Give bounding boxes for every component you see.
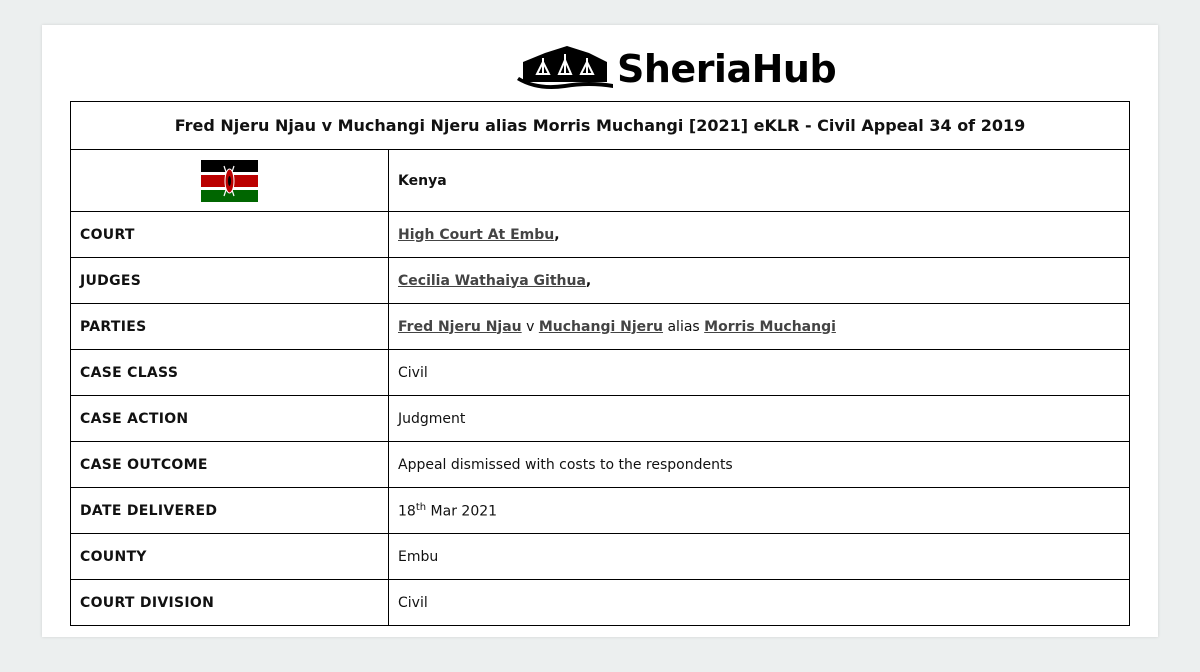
court-division-value: Civil bbox=[389, 580, 1130, 626]
kenya-flag-icon bbox=[201, 160, 258, 202]
county-value: Embu bbox=[389, 534, 1130, 580]
case-details-table bbox=[70, 101, 1130, 626]
party-link-alias[interactable]: Morris Muchangi bbox=[704, 318, 836, 335]
party-link-respondent[interactable]: Muchangi Njeru bbox=[538, 318, 664, 335]
parties-connector-alias: alias bbox=[667, 318, 700, 335]
date-delivered-row bbox=[71, 488, 1130, 534]
court-link[interactable]: High Court At Embu bbox=[398, 226, 555, 243]
court-division-label: COURT DIVISION bbox=[71, 580, 389, 626]
case-outcome-row bbox=[71, 442, 1130, 488]
case-title: Fred Njeru Njau v Muchangi Njeru alias Morris Muchangi [2021] eKLR - Civil Appeal 34 of 2019 bbox=[71, 102, 1130, 150]
case-class-label: CASE CLASS bbox=[71, 350, 389, 396]
judges-value bbox=[389, 258, 1130, 304]
case-action-row bbox=[71, 396, 1130, 442]
date-delivered-value bbox=[389, 488, 1130, 534]
court-label: COURT bbox=[71, 212, 389, 258]
case-action-value: Judgment bbox=[389, 396, 1130, 442]
case-outcome-label: CASE OUTCOME bbox=[71, 442, 389, 488]
date-ordinal: th bbox=[415, 501, 427, 513]
case-action-label: CASE ACTION bbox=[71, 396, 389, 442]
county-row bbox=[71, 534, 1130, 580]
sheriahub-logo[interactable] bbox=[517, 44, 836, 94]
case-outcome-value: Appeal dismissed with costs to the respondents bbox=[389, 442, 1130, 488]
country-name: Kenya bbox=[389, 150, 1130, 212]
date-day: 18 bbox=[398, 503, 416, 520]
date-delivered-label: DATE DELIVERED bbox=[71, 488, 389, 534]
judges-label: JUDGES bbox=[71, 258, 389, 304]
judge-link[interactable]: Cecilia Wathaiya Githua bbox=[398, 272, 586, 289]
logo-text: SheriaHub bbox=[617, 47, 837, 91]
case-class-row bbox=[71, 350, 1130, 396]
court-row bbox=[71, 212, 1130, 258]
parties-row bbox=[71, 304, 1130, 350]
scales-roof-icon bbox=[517, 44, 613, 94]
judges-row bbox=[71, 258, 1130, 304]
court-division-row bbox=[71, 580, 1130, 626]
parties-connector-v: v bbox=[526, 318, 535, 335]
case-title-row bbox=[71, 102, 1130, 150]
party-link-appellant[interactable]: Fred Njeru Njau bbox=[398, 318, 522, 335]
flag-cell bbox=[71, 150, 389, 212]
court-separator: , bbox=[554, 226, 560, 243]
country-row bbox=[71, 150, 1130, 212]
date-month-year: Mar 2021 bbox=[430, 503, 498, 520]
court-value bbox=[389, 212, 1130, 258]
case-class-value: Civil bbox=[389, 350, 1130, 396]
parties-value bbox=[389, 304, 1130, 350]
county-label: COUNTY bbox=[71, 534, 389, 580]
judges-separator: , bbox=[585, 272, 592, 289]
parties-label: PARTIES bbox=[71, 304, 389, 350]
